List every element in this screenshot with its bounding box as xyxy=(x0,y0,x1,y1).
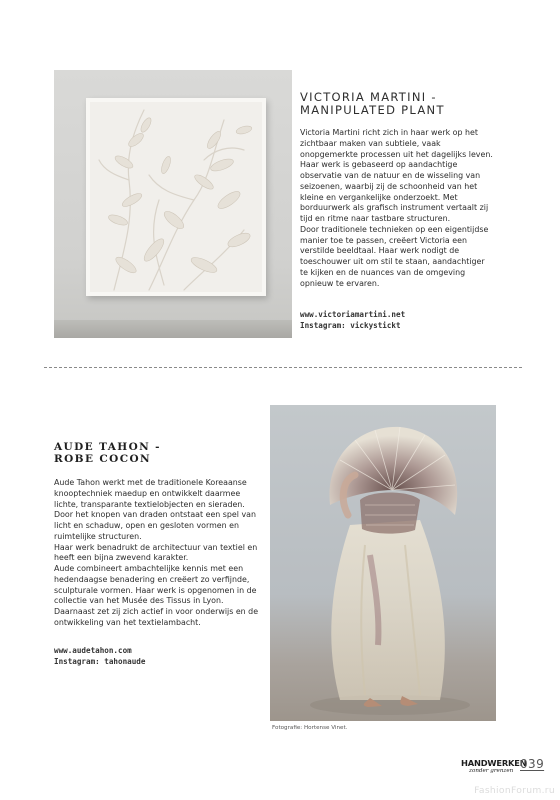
victoria-martini-links xyxy=(300,309,500,331)
section-divider xyxy=(44,367,522,368)
body-paragraph: Aude Tahon werkt met de traditionele Koreaanse knooptechniek maedup en ontwikkelt daarmee lichte, transparante textielobjecten en sieraden. Door het knopen van draden ontstaat een spel van licht en schaduw, open en gesloten vormen en ruimtelijke structuren. xyxy=(54,478,256,541)
aude-tahon-body xyxy=(54,478,264,629)
victoria-martini-title xyxy=(300,91,520,117)
title-line-2: ROBE COCON xyxy=(54,453,152,465)
body-paragraph: Door traditionele technieken op een eigentijdse manier toe te passen, creëert Victoria een verstilde beeldtaal. Haar werk nodigt de toeschouwer uit om stil te staan, aandachtiger te kijken en de nuances van de omgeving opnieuw te ervaren. xyxy=(300,224,489,288)
watermark: FashionForum.ru xyxy=(474,785,555,796)
title-line-2: MANIPULATED PLANT xyxy=(300,103,445,117)
title-line-1: VICTORIA MARTINI - xyxy=(300,90,437,104)
photo-credit: Fotografie: Hortense Vinet. xyxy=(272,725,348,731)
logo-sub-text: zonder grenzen xyxy=(469,768,514,774)
body-paragraph: Haar werk benadrukt de architectuur van textiel en heeft een bijna zwevend karakter. xyxy=(54,542,258,563)
website-link[interactable]: www.victoriamartini.net xyxy=(300,310,406,319)
victoria-martini-artwork-photo xyxy=(54,70,292,338)
aude-tahon-title xyxy=(54,441,254,465)
body-paragraph: Aude combineert ambachtelijke kennis met een hedendaagse benadering en creëert zo verfijnde, sculpturale vormen. Haar werk is opgenomen in de collectie van het Musée des Tissus in Lyon. Daarnaast zet zij zich actief in voor onderwijs en de ontwikkeling van het textielambacht. xyxy=(54,564,259,627)
embroidered-plant-illustration xyxy=(54,70,292,338)
victoria-martini-body xyxy=(300,128,494,289)
instagram-handle[interactable]: Instagram: tahonaude xyxy=(54,657,146,666)
aude-tahon-links xyxy=(54,645,254,667)
logo-main-text: HANDWERKEN xyxy=(461,758,527,768)
title-line-1: AUDE TAHON - xyxy=(54,441,161,453)
aude-tahon-robe-photo xyxy=(270,405,496,721)
handwerken-logo xyxy=(461,758,527,782)
robe-cocon-illustration xyxy=(270,405,496,721)
instagram-handle[interactable]: Instagram: vickystickt xyxy=(300,321,401,330)
website-link[interactable]: www.audetahon.com xyxy=(54,646,132,655)
page-number: 039 xyxy=(520,757,545,771)
body-paragraph: Victoria Martini richt zich in haar werk op het zichtbaar maken van subtiele, vaak onopgemerkte processen uit het dagelijks leven. Haar werk is gebaseerd op aandachtige observatie van de natuur en de wisseling van seizoenen, waarbij zij de schoonheid van het kleine en vergankelijke onderzoekt. Met borduurwerk als grafisch instrument vertaalt zij tijd en ritme naar tastbare structuren. xyxy=(300,128,493,223)
